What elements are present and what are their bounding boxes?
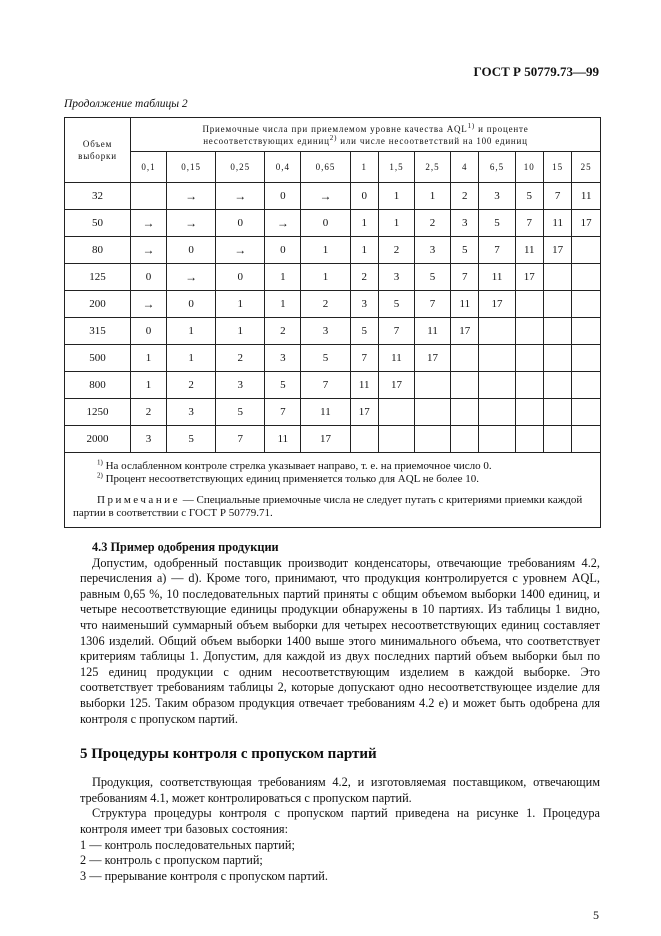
acceptance-number-cell: 1 (265, 264, 301, 291)
acceptance-number-cell: 5 (378, 291, 414, 318)
aql-column-header: 2,5 (415, 152, 451, 183)
acceptance-number-cell (515, 318, 543, 345)
acceptance-number-cell: 1 (167, 318, 216, 345)
acceptance-number-cell: 2 (378, 237, 414, 264)
acceptance-number-cell (515, 426, 543, 453)
aql-column-header: 0,4 (265, 152, 301, 183)
acceptance-number-cell (572, 399, 601, 426)
acceptance-number-cell: 3 (451, 210, 479, 237)
acceptance-number-cell: 3 (216, 372, 265, 399)
acceptance-number-cell: 1 (131, 345, 167, 372)
acceptance-number-cell: 11 (572, 183, 601, 210)
acceptance-number-cell: 7 (451, 264, 479, 291)
acceptance-number-cell: 2 (415, 210, 451, 237)
group-header-text: несоответствующих единиц (203, 135, 330, 146)
sample-size-cell: 200 (65, 291, 131, 318)
acceptance-number-cell: 11 (301, 399, 350, 426)
acceptance-number-cell (543, 399, 571, 426)
paragraph: Продукция, соответствующая требованиям 4.2, и изготовляемая поставщиком, отвечающим требованиям 4.1, может контролироваться с пропуском партий. (80, 775, 600, 805)
acceptance-number-cell: 1 (216, 318, 265, 345)
acceptance-number-cell: 0 (301, 210, 350, 237)
acceptance-number-cell: 1 (167, 345, 216, 372)
footnote (73, 473, 590, 486)
table-notes (65, 453, 601, 528)
acceptance-number-cell: 7 (350, 345, 378, 372)
acceptance-number-cell: 11 (350, 372, 378, 399)
arrow-right-icon: → (216, 237, 265, 264)
acceptance-number-cell: 7 (415, 291, 451, 318)
arrow-right-icon: → (216, 183, 265, 210)
table-row (65, 210, 601, 237)
group-header-text: и проценте (475, 123, 529, 134)
acceptance-number-cell: 3 (265, 345, 301, 372)
acceptance-number-cell: 0 (216, 264, 265, 291)
acceptance-number-cell: 5 (301, 345, 350, 372)
group-header-text: или числе несоответствий на 100 единиц (337, 135, 528, 146)
table-row (65, 264, 601, 291)
acceptance-number-cell: 5 (350, 318, 378, 345)
arrow-right-icon: → (167, 210, 216, 237)
acceptance-number-cell: 17 (350, 399, 378, 426)
acceptance-number-cell: 7 (265, 399, 301, 426)
acceptance-number-cell: 2 (451, 183, 479, 210)
page-number: 5 (593, 908, 599, 923)
acceptance-number-cell: 2 (167, 372, 216, 399)
paragraph: Структура процедуры контроля с пропуском партий приведена на рисунке 1. Процедура контроля имеет три базовых состояния: (80, 806, 600, 836)
acceptance-number-cell: 17 (479, 291, 515, 318)
acceptance-number-cell (543, 372, 571, 399)
acceptance-number-cell: 2 (216, 345, 265, 372)
acceptance-number-cell: 1 (216, 291, 265, 318)
acceptance-number-cell (479, 372, 515, 399)
acceptance-number-cell (543, 318, 571, 345)
acceptance-number-cell: 5 (415, 264, 451, 291)
aql-column-header: 0,15 (167, 152, 216, 183)
aql-column-header: 1,5 (378, 152, 414, 183)
table-row (65, 318, 601, 345)
table-row (65, 291, 601, 318)
acceptance-number-cell: 7 (378, 318, 414, 345)
table-note (73, 494, 590, 520)
acceptance-number-cell: 17 (415, 345, 451, 372)
col-header-group (131, 118, 601, 152)
table-row (65, 345, 601, 372)
paragraph: Допустим, одобренный поставщик производит конденсаторы, отвечающие требованиям 4.2, перечисления а) — d). Кроме того, принимают, что продукция контролируется с уровнем AQL, равным 0,65 %, 10 последовательных партий приняты с общим объемом выборки 1400 единиц, и четыре несоответствующие единицы продукции обнаружены в 10 партиях. Из таблицы 1 видно, что наименьший суммарный объем выборки для четырех несоответствующих единиц составляет 1306 изделий. Общий объем выборки 1400 выше этого минимального объема, что соответствует критериям таблицы 1. Допустим, для каждой из двух последних партий объем выборки был по 125 единиц продукции с одним несоответствующим изделием в каждой выборке. Это соответствует требованиям таблицы 2, которые допускают одно несоответствующее изделие для выборки 125. Таким образом продукция отвечает требованиям 4.2 е) и может быть одобрена для контроля с пропуском партий. (80, 555, 600, 726)
sample-size-cell: 800 (65, 372, 131, 399)
acceptance-number-cell (543, 426, 571, 453)
acceptance-number-cell: 0 (216, 210, 265, 237)
acceptance-number-cell: 11 (378, 345, 414, 372)
acceptance-number-cell (378, 399, 414, 426)
acceptance-number-cell (378, 426, 414, 453)
footnote-mark: 2) (97, 471, 103, 480)
acceptance-number-cell (515, 399, 543, 426)
acceptance-number-cell: 7 (301, 372, 350, 399)
note-label: Примечание (97, 494, 180, 506)
arrow-right-icon: → (131, 291, 167, 318)
acceptance-number-cell (572, 426, 601, 453)
body-text (80, 540, 600, 884)
acceptance-number-cell (350, 426, 378, 453)
aql-column-header: 1 (350, 152, 378, 183)
acceptance-number-cell: 0 (131, 264, 167, 291)
acceptance-number-cell: 1 (350, 237, 378, 264)
table-row (65, 183, 601, 210)
footnote-text: Процент несоответствующих единиц применяется только для AQL не более 10. (105, 473, 479, 485)
acceptance-number-cell (515, 372, 543, 399)
arrow-right-icon: → (301, 183, 350, 210)
aql-column-header: 4 (451, 152, 479, 183)
acceptance-number-cell (515, 291, 543, 318)
acceptance-number-cell (479, 318, 515, 345)
acceptance-number-cell (415, 372, 451, 399)
list-item: 2 — контроль с пропуском партий; (80, 853, 263, 868)
acceptance-number-cell: 7 (479, 237, 515, 264)
acceptance-number-cell (451, 372, 479, 399)
acceptance-number-cell: 3 (131, 426, 167, 453)
arrow-right-icon: → (167, 264, 216, 291)
footnote-text: На ослабленном контроле стрелка указывает направо, т. е. на приемочное число 0. (105, 460, 492, 472)
aql-column-header: 10 (515, 152, 543, 183)
table-row (65, 237, 601, 264)
acceptance-number-cell: 3 (301, 318, 350, 345)
acceptance-number-cell: 17 (451, 318, 479, 345)
acceptance-number-cell: 17 (301, 426, 350, 453)
acceptance-number-cell: 5 (479, 210, 515, 237)
acceptance-number-cell: 5 (515, 183, 543, 210)
acceptance-number-cell: 1 (350, 210, 378, 237)
acceptance-number-cell: 3 (378, 264, 414, 291)
acceptance-numbers-table (64, 117, 601, 528)
acceptance-number-cell (543, 345, 571, 372)
acceptance-number-cell: 1 (301, 264, 350, 291)
col-header-sample-size: Объем выборки (65, 118, 131, 183)
acceptance-number-cell: 11 (543, 210, 571, 237)
table-row (65, 399, 601, 426)
sample-size-cell: 1250 (65, 399, 131, 426)
sample-size-cell: 125 (65, 264, 131, 291)
acceptance-number-cell: 0 (350, 183, 378, 210)
acceptance-number-cell: 0 (167, 237, 216, 264)
sample-size-cell: 80 (65, 237, 131, 264)
list-item: 3 — прерывание контроля с пропуском партий. (80, 868, 328, 883)
acceptance-number-cell: 11 (415, 318, 451, 345)
acceptance-number-cell: 17 (515, 264, 543, 291)
sample-size-cell: 315 (65, 318, 131, 345)
acceptance-number-cell: 5 (216, 399, 265, 426)
aql-column-header: 0,1 (131, 152, 167, 183)
acceptance-number-cell: 7 (515, 210, 543, 237)
group-header-text: Приемочные числа при приемлемом уровне качества AQL (202, 123, 468, 134)
acceptance-number-cell: 0 (131, 318, 167, 345)
arrow-right-icon: → (131, 237, 167, 264)
acceptance-number-cell: 11 (479, 264, 515, 291)
acceptance-number-cell: 3 (350, 291, 378, 318)
sample-size-cell: 500 (65, 345, 131, 372)
acceptance-number-cell (572, 345, 601, 372)
acceptance-number-cell: 2 (350, 264, 378, 291)
acceptance-number-cell: 11 (515, 237, 543, 264)
section-heading: 5 Процедуры контроля с пропуском партий (80, 746, 377, 763)
acceptance-number-cell: 1 (378, 210, 414, 237)
acceptance-number-cell: 3 (479, 183, 515, 210)
acceptance-number-cell (451, 345, 479, 372)
aql-column-header: 0,25 (216, 152, 265, 183)
acceptance-number-cell (572, 372, 601, 399)
acceptance-number-cell: 5 (265, 372, 301, 399)
acceptance-number-cell: 17 (378, 372, 414, 399)
aql-column-header: 0,65 (301, 152, 350, 183)
acceptance-number-cell (451, 426, 479, 453)
acceptance-number-cell: 1 (131, 372, 167, 399)
acceptance-number-cell: 2 (301, 291, 350, 318)
acceptance-number-cell: 1 (415, 183, 451, 210)
acceptance-number-cell: 7 (216, 426, 265, 453)
footnote (73, 460, 590, 473)
acceptance-number-cell: 17 (572, 210, 601, 237)
aql-column-header: 25 (572, 152, 601, 183)
table-row (65, 372, 601, 399)
acceptance-number-cell: 2 (131, 399, 167, 426)
acceptance-number-cell: 0 (265, 237, 301, 264)
acceptance-number-cell: 11 (451, 291, 479, 318)
footnote-mark: 1) (97, 458, 103, 467)
acceptance-number-cell: 3 (167, 399, 216, 426)
acceptance-number-cell: 17 (543, 237, 571, 264)
acceptance-number-cell: 7 (543, 183, 571, 210)
arrow-right-icon: → (265, 210, 301, 237)
acceptance-number-cell (131, 183, 167, 210)
document-code: ГОСТ Р 50779.73—99 (473, 64, 599, 79)
acceptance-number-cell (415, 426, 451, 453)
acceptance-number-cell: 3 (415, 237, 451, 264)
acceptance-number-cell (572, 264, 601, 291)
acceptance-number-cell (572, 318, 601, 345)
arrow-right-icon: → (131, 210, 167, 237)
acceptance-number-cell (572, 237, 601, 264)
acceptance-number-cell: 1 (378, 183, 414, 210)
sample-size-cell: 32 (65, 183, 131, 210)
acceptance-number-cell (451, 399, 479, 426)
sample-size-cell: 50 (65, 210, 131, 237)
acceptance-number-cell (415, 399, 451, 426)
table-row (65, 426, 601, 453)
aql-column-header: 15 (543, 152, 571, 183)
acceptance-number-cell: 2 (265, 318, 301, 345)
section-heading: 4.3 Пример одобрения продукции (92, 540, 279, 554)
acceptance-number-cell (479, 345, 515, 372)
footnote-ref: 1) (467, 121, 476, 130)
sample-size-cell: 2000 (65, 426, 131, 453)
acceptance-number-cell: 0 (167, 291, 216, 318)
arrow-right-icon: → (167, 183, 216, 210)
acceptance-number-cell (543, 291, 571, 318)
list-item: 1 — контроль последовательных партий; (80, 837, 295, 852)
acceptance-number-cell: 0 (265, 183, 301, 210)
acceptance-number-cell: 1 (301, 237, 350, 264)
acceptance-number-cell (479, 426, 515, 453)
acceptance-number-cell (479, 399, 515, 426)
acceptance-number-cell (543, 264, 571, 291)
acceptance-number-cell: 11 (265, 426, 301, 453)
acceptance-number-cell: 1 (265, 291, 301, 318)
table-continuation-label: Продолжение таблицы 2 (64, 98, 188, 110)
aql-column-header: 6,5 (479, 152, 515, 183)
note-text: — Специальные приемочные числа не следует путать с критериями приемки каждой партии в соответствии с ГОСТ Р 50779.71. (73, 494, 583, 519)
acceptance-number-cell: 5 (451, 237, 479, 264)
acceptance-number-cell: 5 (167, 426, 216, 453)
acceptance-number-cell (572, 291, 601, 318)
acceptance-number-cell (515, 345, 543, 372)
footnote-ref: 2) (329, 133, 338, 142)
